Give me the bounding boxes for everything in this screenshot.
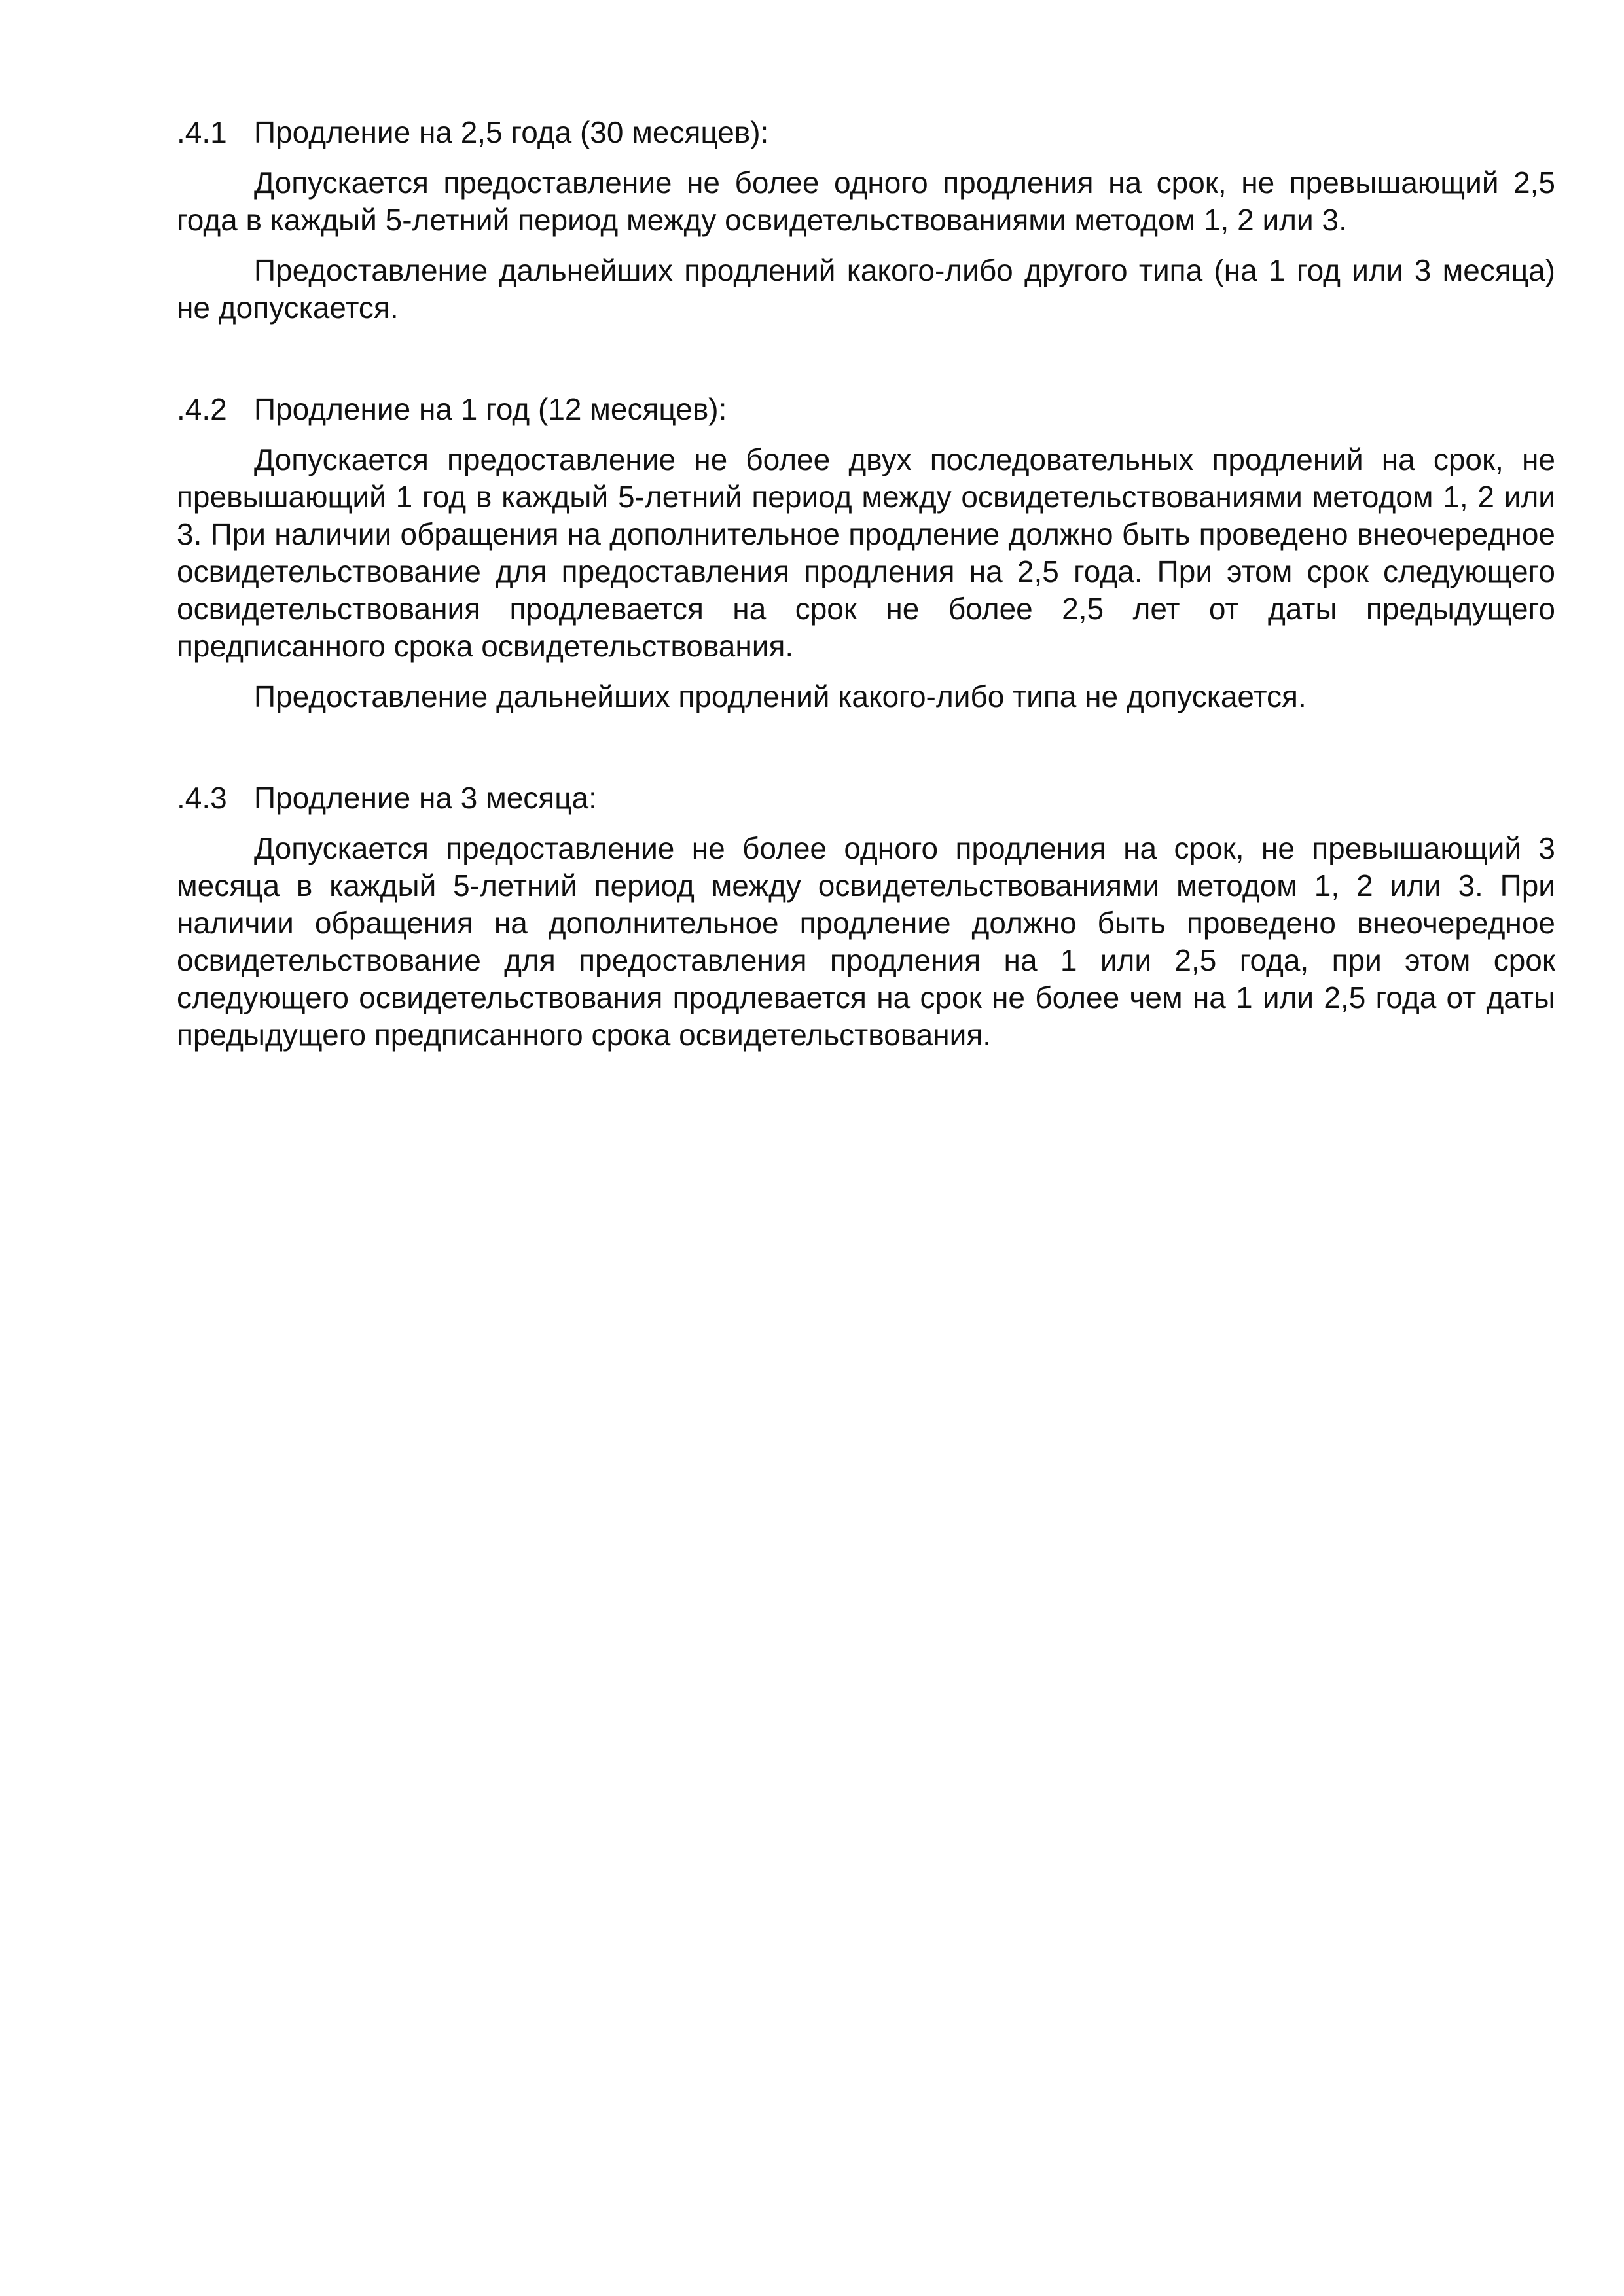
section-number: .4.3 (177, 781, 227, 815)
paragraph: Предоставление дальнейших продлений какого-либо типа не допускается. (254, 679, 1307, 713)
section-number: .4.2 (177, 392, 227, 426)
section-title: Продление на 1 год (12 месяцев): (254, 392, 727, 426)
paragraph: Допускается предоставление не более одного продления на срок, не превышающий 3 месяца в каждый 5-летний период между освидетельствованиями методом 1, 2 или 3. При наличии обращения на дополнительное продление должно быть проведено внеочередное освидетельствование для предоставления продления на 1 или 2,5 года, при этом срок следующего освидетельствования продлевается на срок не более чем на 1 или 2,5 года от даты предыдущего предписанного срока освидетельствования. (177, 831, 1555, 1052)
section-4-3 (177, 780, 1555, 1054)
document-page (177, 114, 1555, 1054)
section-title: Продление на 2,5 года (30 месяцев): (254, 115, 769, 149)
section-heading (177, 780, 1555, 817)
section-4-1 (177, 114, 1555, 327)
section-4-2 (177, 391, 1555, 715)
section-heading (177, 114, 1555, 151)
paragraph: Допускается предоставление не более двух последовательных продлений на срок, не превышающий 1 год в каждый 5-летний период между освидетельствованиями методом 1, 2 или 3. При наличии обращения на дополнительное продление должно быть проведено внеочередное освидетельствование для предоставления продления на 2,5 года. При этом срок следующего освидетельствования продлевается на срок не более 2,5 лет от даты предыдущего предписанного срока освидетельствования. (177, 442, 1555, 663)
paragraph: Предоставление дальнейших продлений какого-либо другого типа (на 1 год или 3 месяца) не допускается. (177, 253, 1555, 325)
section-title: Продление на 3 месяца: (254, 781, 597, 815)
paragraph: Допускается предоставление не более одного продления на срок, не превышающий 2,5 года в каждый 5-летний период между освидетельствованиями методом 1, 2 или 3. (177, 166, 1555, 237)
section-number: .4.1 (177, 115, 227, 149)
section-heading (177, 391, 1555, 428)
